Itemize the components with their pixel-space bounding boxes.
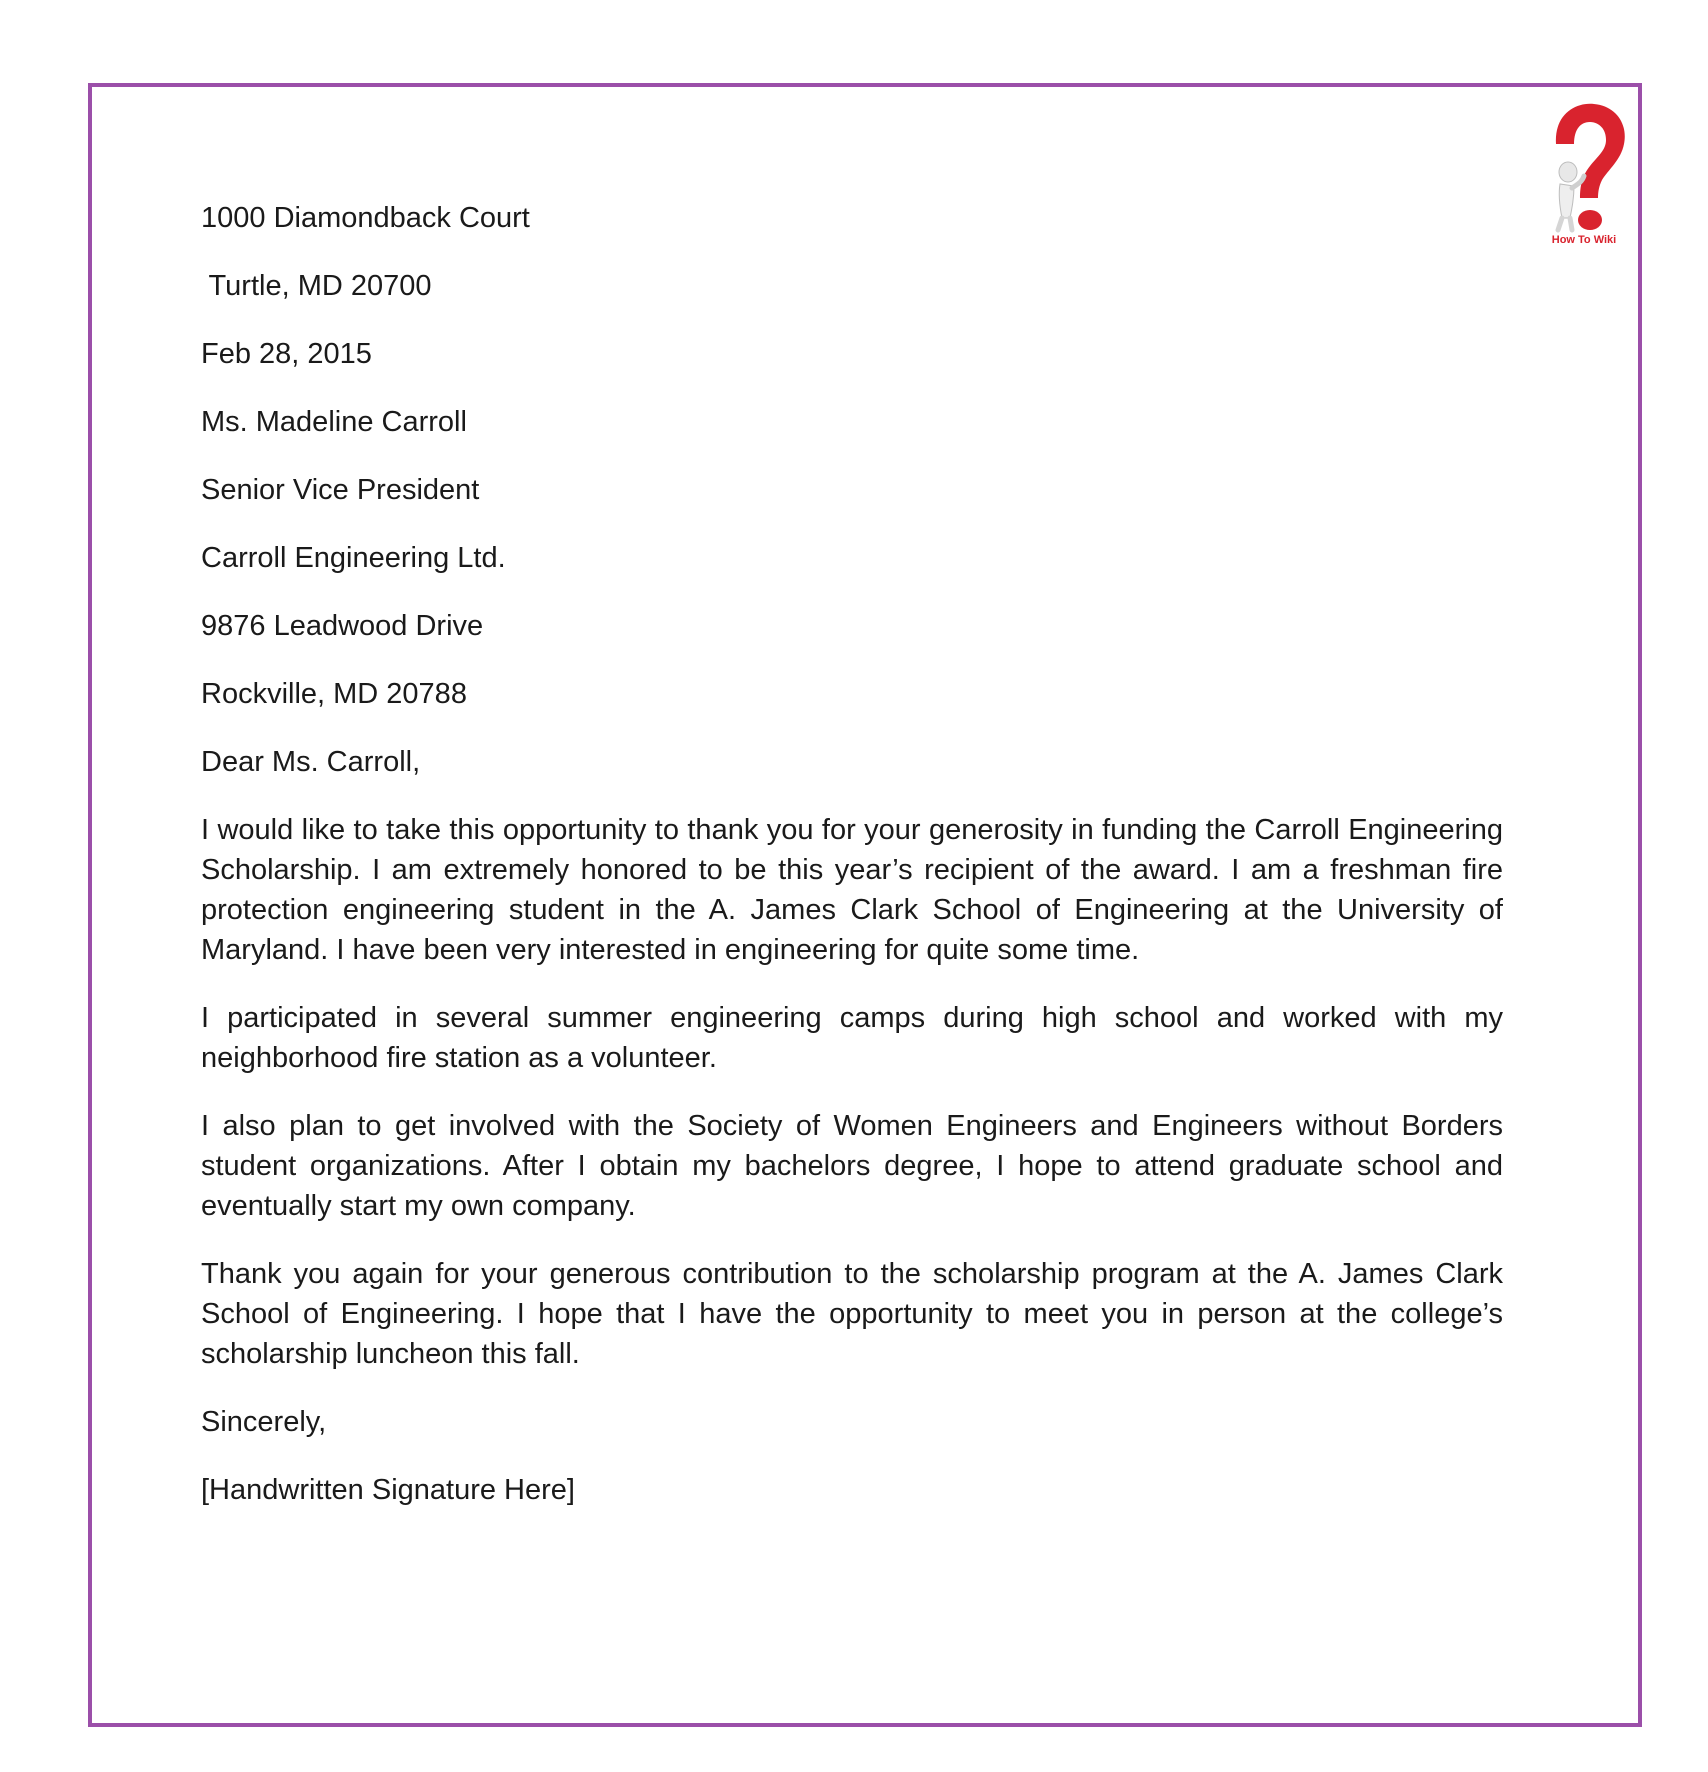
body-paragraph: I would like to take this opportunity to thank you for your generosity in funding the Carroll Engineering Scholarship. I am extremely honored to be this year’s recipient of the award. I am a freshman fire protection engineering student in the A. James Clark School of Engineering at the University of Maryland. I have been very interested in engineering for quite some time. — [201, 814, 1503, 966]
recipient-title: Senior Vice President — [201, 474, 480, 506]
logo-text: How To Wiki — [1551, 234, 1617, 246]
recipient-name: Ms. Madeline Carroll — [201, 406, 467, 438]
recipient-street: 9876 Leadwood Drive — [201, 610, 484, 642]
salutation: Dear Ms. Carroll, — [201, 746, 421, 778]
sender-city-line: Turtle, MD 20700 — [201, 270, 432, 302]
body-paragraph: I participated in several summer engineering camps during high school and worked with my neighborhood fire station as a volunteer. — [201, 1002, 1503, 1074]
letter-date: Feb 28, 2015 — [201, 338, 372, 370]
body-paragraph: I also plan to get involved with the Society of Women Engineers and Engineers without Borders student organizations. After I obtain my bachelors degree, I hope to attend graduate school and eventually start my own company. — [201, 1110, 1503, 1222]
recipient-company: Carroll Engineering Ltd. — [201, 542, 506, 574]
body-paragraph: Thank you again for your generous contribution to the scholarship program at the A. James Clark School of Engineering. I hope that I have the opportunity to meet you in person at the college’s scholarship luncheon this fall. — [201, 1258, 1503, 1370]
letter-body — [201, 198, 1503, 1538]
sender-street: 1000 Diamondback Court — [201, 202, 530, 234]
closing: Sincerely, — [201, 1406, 327, 1438]
how-to-wiki-logo — [1536, 100, 1632, 252]
signature-placeholder: [Handwritten Signature Here] — [201, 1474, 575, 1506]
question-mark-figure-icon — [1536, 100, 1632, 234]
recipient-city-line: Rockville, MD 20788 — [201, 678, 467, 710]
